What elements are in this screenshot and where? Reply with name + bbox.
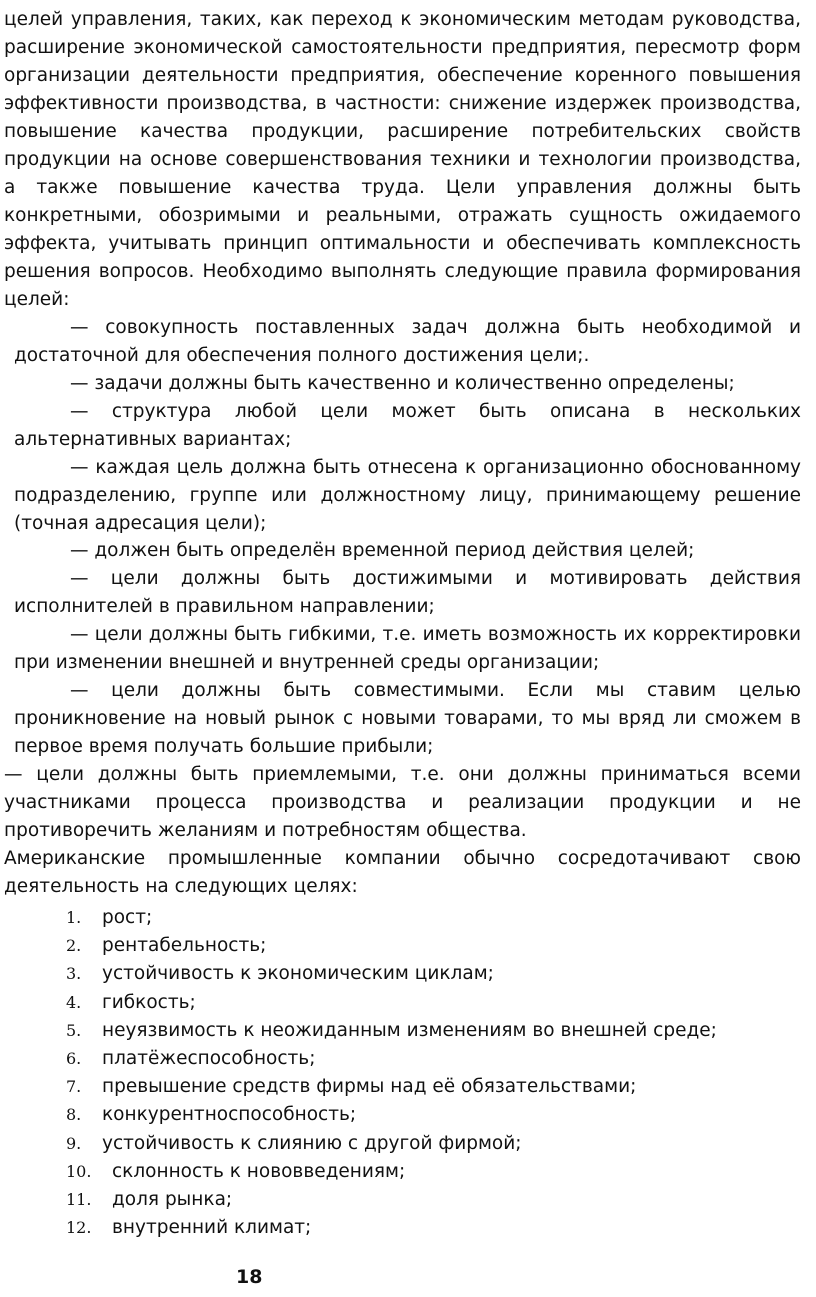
- list-item: [66, 1101, 786, 1129]
- list-text: рост;: [102, 907, 153, 928]
- list-text: устойчивость к слиянию с другой фирмой;: [102, 1132, 522, 1154]
- list-number: 8.: [66, 1105, 82, 1125]
- list-number: 11.: [66, 1190, 92, 1210]
- american-goals-intro: Американские промышленные компании обычно сосредотачивают свою деятельность на следующих целях:: [4, 848, 801, 897]
- rule-item-6: — цели должны быть достижимыми и мотивировать действия исполнителей в правильном направлении;: [14, 568, 801, 617]
- rule-item-4: — каждая цель должна быть отнесена к организационно обоснованному подразделению, группе или должностному лицу, принимающему решение (точная адресация цели);: [14, 457, 801, 534]
- list-number: 6.: [66, 1049, 82, 1069]
- list-number: 10.: [66, 1161, 92, 1181]
- list-text: устойчивость к экономическим циклам;: [102, 963, 494, 985]
- rule-item-7: — цели должны быть гибкими, т.е. иметь возможность их корректировки при изменении внешней и внутренней среды организации;: [14, 624, 801, 673]
- list-text: склонность к нововведениям;: [112, 1160, 406, 1182]
- list-item: [66, 989, 786, 1017]
- list-item: [66, 1073, 786, 1101]
- list-text: платёжеспособность;: [102, 1048, 316, 1070]
- list-item: [66, 1214, 786, 1242]
- rule-item-last: — цели должны быть приемлемыми, т.е. они должны приниматься всеми участниками процесса производства и реализации продукции и не противоречить желаниям и потребностям общества.: [4, 764, 801, 841]
- list-item: [66, 1186, 786, 1214]
- intro-paragraph: целей управления, таких, как переход к экономическим методам руководства, расширение экономической самостоятельности предприятия, пересмотр форм организации деятельности предприятия, обеспечение коренного повышения эффективности производства, в частности: снижение издержек производства, повышение качества продукции, расширение потребительских свойств продукции на основе совершенствования техники и технологии производства, а также повышение качества труда. Цели управления должны быть конкретными, обозримыми и реальными, отражать сущность ожидаемого эффекта, учитывать принцип оптимальности и обеспечивать комплексность решения вопросов. Необходимо выполнять следующие правила формирования целей:: [4, 9, 801, 310]
- list-item: [66, 1130, 786, 1158]
- list-text: доля рынка;: [112, 1189, 233, 1211]
- list-text: гибкость;: [102, 991, 196, 1013]
- rule-item-8: — цели должны быть совместимыми. Если мы ставим целью проникновение на новый рынок с новыми товарами, то мы вряд ли сможем в первое время получать большие прибыли;: [14, 680, 801, 757]
- list-number: 3.: [66, 964, 82, 984]
- goals-list: [66, 904, 786, 1242]
- list-item: [66, 960, 786, 988]
- rule-item-3: — структура любой цели может быть описана в нескольких альтернативных вариантах;: [14, 401, 801, 450]
- list-text: рентабельность;: [102, 935, 267, 957]
- list-number: 1.: [66, 908, 82, 927]
- list-text: внутренний климат;: [112, 1217, 312, 1239]
- list-item: [66, 1017, 786, 1045]
- page-number: 18: [236, 1266, 263, 1288]
- list-item: [66, 932, 786, 960]
- rule-item-5: — должен быть определён временной период действия целей;: [70, 540, 695, 561]
- list-item: [66, 1158, 786, 1186]
- list-text: неуязвимость к неожиданным изменениям во внешней среде;: [102, 1019, 717, 1041]
- list-number: 7.: [66, 1077, 82, 1097]
- list-number: 2.: [66, 936, 82, 956]
- list-number: 4.: [66, 992, 82, 1012]
- list-item: [66, 904, 786, 932]
- list-text: превышение средств фирмы над её обязательствами;: [102, 1076, 637, 1098]
- list-text: конкурентноспособность;: [102, 1104, 357, 1126]
- list-number: 9.: [66, 1133, 82, 1153]
- rule-item-1: — совокупность поставленных задач должна быть необходимой и достаточной для обеспечения полного достижения цели;.: [14, 317, 801, 366]
- list-item: [66, 1045, 786, 1073]
- rule-item-2: — задачи должны быть качественно и количественно определены;: [70, 373, 735, 394]
- list-number: 5.: [66, 1020, 82, 1040]
- list-number: 12.: [66, 1218, 92, 1238]
